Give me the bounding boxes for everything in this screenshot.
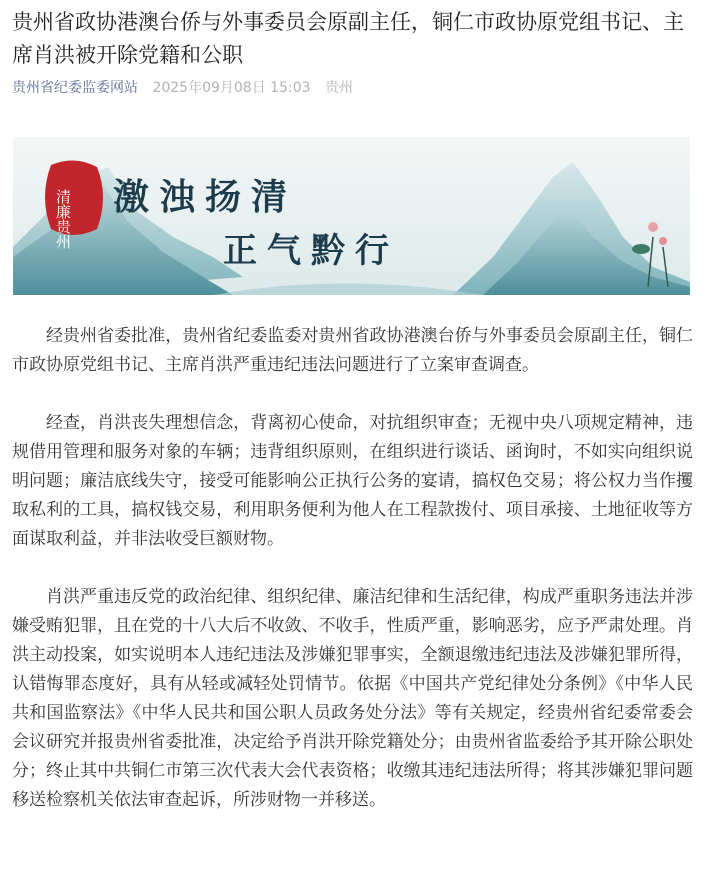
paragraph-1: 经贵州省委批准，贵州省纪委监委对贵州省政协港澳台侨与外事委员会原副主任，铜仁市政协原党组书记、主席肖洪严重违纪违法问题进行了立案审查调查。: [12, 326, 693, 375]
banner-illustration: [13, 137, 690, 295]
article-title: 贵州省政协港澳台侨与外事委员会原副主任，铜仁市政协原党组书记、主席肖洪被开除党籍和公职: [12, 10, 684, 67]
paragraph-3: 肖洪严重违反党的政治纪律、组织纪律、廉洁纪律和生活纪律，构成严重职务违法并涉嫌受贿犯罪，且在党的十八大后不收敛、不收手，性质严重，影响恶劣，应予严肃处理。肖洪主动投案，如实说明本人违纪违法及涉嫌犯罪事实，全额退缴违纪违法及涉嫌犯罪所得，认错悔罪态度好，具有从轻或减轻处罚情节。依据《中国共产党纪律处分条例》《中华人民共和国监察法》《中华人民共和国公职人员政务处分法》等有关规定，经贵州省纪委常委会会议研究并报贵州省委批准，决定给予肖洪开除党籍处分；由贵州省监委给予其开除公职处分；终止其中共铜仁市第三次代表大会代表资格；收缴其违纪违法所得；将其涉嫌犯罪问题移送检察机关依法审查起诉，所涉财物一并移送。: [12, 587, 693, 810]
source-link[interactable]: 贵州省纪委监委网站: [12, 80, 138, 96]
paragraph-2: 经查，肖洪丧失理想信念，背离初心使命，对抗组织审查；无视中央八项规定精神，违规借用管理和服务对象的车辆；违背组织原则，在组织进行谈话、函询时，不如实向组织说明问题；廉洁底线失守，接受可能影响公正执行公务的宴请，搞权色交易；将公权力当作攫取私利的工具，搞权钱交易，利用职务便利为他人在工程款拨付、项目承接、土地征收等方面谋取利益，并非法收受巨额财物。: [12, 413, 693, 549]
banner-headline-1: 激浊扬清: [113, 176, 298, 218]
banner-headline-2: 正气黔行: [223, 231, 399, 271]
seal-text-1: 清廉贵州: [54, 189, 72, 249]
article-meta: [12, 77, 363, 97]
article-body: [12, 322, 693, 844]
publish-datetime: 2025年09月08日 15:03: [152, 80, 311, 96]
banner-image: [13, 137, 690, 295]
publish-location: 贵州: [324, 80, 353, 96]
